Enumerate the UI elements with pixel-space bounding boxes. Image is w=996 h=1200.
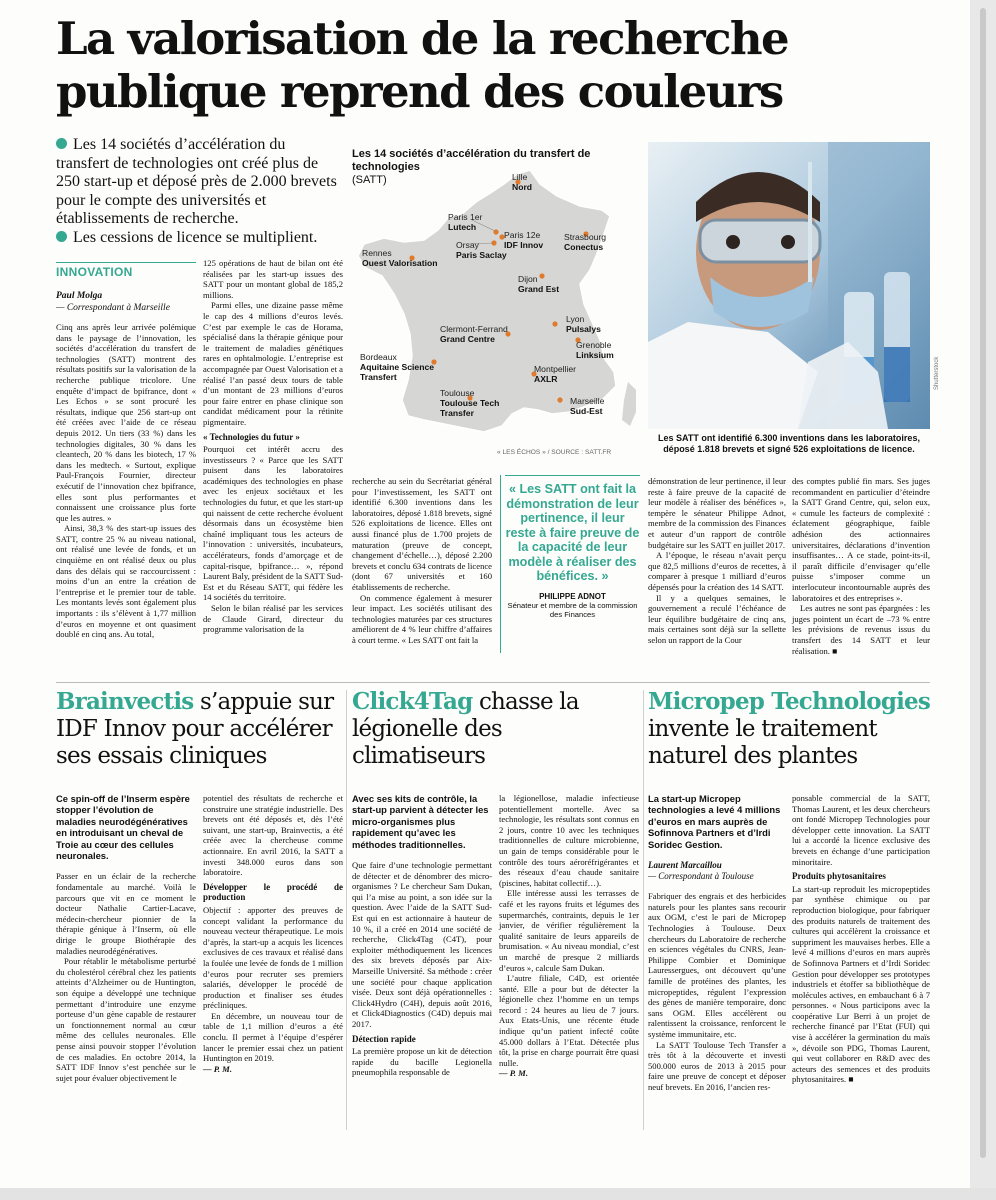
story3-headline (648, 688, 933, 770)
quote-rule (500, 475, 501, 653)
author-location: — Correspondant à Toulouse (648, 870, 754, 881)
map-label-paris1: Paris 1er Lutech (448, 212, 483, 232)
paragraph: potentiel des résultats de recherche et construire une stratégie industrielle. Des brevets ont été déposés et, dès l’été suivant, une start-up, Brainvectis, a été créée avec la chercheuse comme actionnaire. En avril 2016, la SATT a investi 348.000 euros dans son laboratoire. (203, 793, 343, 878)
paragraph: Passer en un éclair de la recherche fondamentale au marché. Voilà le parcours que vit en ce moment le docteur Nathalie Cartier-Lacave, médecin-chercheur pionnier de la thérapie génique à l’Inserm, où elle dirige le groupe Biothérapie des maladies neurodégénératives. (56, 871, 196, 956)
story3-headline-text: invente le traitement naturel des plantes (648, 716, 877, 769)
story3-column-1 (648, 793, 786, 1093)
lab-photo (648, 142, 930, 429)
paragraph: La SATT Toulouse Tech Transfer a très tôt à la découverte et investi 500.000 euros de 2013 à 2015 pour faire une preuve de concept et déposer neuf brevets. En 2016, l’ancien res- (648, 1039, 786, 1092)
story3-brand: Micropep Technologies (648, 688, 931, 715)
pull-quote (505, 475, 640, 619)
satt-map (352, 144, 642, 458)
map-marker-paris1 (493, 229, 498, 234)
story2-brand: Click4Tag (352, 688, 473, 715)
signature: — P. M. (203, 1063, 232, 1074)
article-column-2 (203, 258, 343, 635)
quote-text: « Les SATT ont fait la démonstration de leur pertinence, il leur reste à faire preuve de la capacité de leur modèle à réaliser des bénéfices. » (505, 482, 640, 583)
article-column-1 (56, 322, 196, 640)
story1-intro: Ce spin-off de l’Inserm espère stopper l’évolution de maladies neurodégénératives en introduisant un cheval de Troie au cœur des cellules neuronales. (56, 793, 190, 862)
story2-intro: Avec ses kits de contrôle, la start-up parvient à détecter les micro-organismes plus rapidement qu’avec les méthodes traditionnelles. (352, 793, 489, 850)
scrollbar-thumb[interactable] (980, 8, 986, 1158)
signature: — P. M. (499, 1068, 528, 1079)
article-column-5 (792, 476, 930, 656)
map-label-dijon: Dijon Grand Est (518, 274, 560, 294)
subheading: Développer le procédé de production (203, 881, 343, 903)
story3-column-2 (792, 793, 930, 1085)
map-label-rennes: Rennes Ouest Valorisation (362, 248, 438, 268)
corsica-outline (622, 382, 636, 426)
byline (56, 290, 196, 314)
paragraph: Selon le bilan réalisé par les services de Claude Girard, directeur du programme valorisation de la (203, 603, 343, 635)
map-label-marseille: Marseille Sud-Est (570, 396, 605, 416)
bullet-dot-icon (56, 231, 67, 242)
vertical-scrollbar[interactable] (970, 0, 996, 1200)
paragraph: ponsable commercial de la SATT, Thomas Laurent, et les deux chercheurs ont fondé Micropep Technologies pour développer cette innovation. La SATT lui a accordé la licence exclusive des brevets en échange d’une participation minoritaire. (792, 793, 930, 867)
story3-byline (648, 860, 786, 881)
bottom-bar (0, 1188, 996, 1200)
paragraph: Pour rétablir le métabolisme perturbé du cholestérol cérébral chez les patients atteints d’Alzheimer ou de Huntington, son équipe a développé une technique permettant d’introduire une enzyme porteuse d’un gène capable de restaurer un fonctionnement normal au cœur même des cellules neuronales. Elle pense ainsi pouvoir stopper l’évolution de ces maladies. En octobre 2014, la SATT IDF Innov s’est penchée sur le sujet pour évaluer objectivement le (56, 956, 196, 1083)
paragraph: Que faire d’une technologie permettant de détecter et de dénombrer des micro-organismes ? Le chercheur Sam Dukan, qui l’a mise au point, a son idée sur la question. Avec l’aide de la SATT Sud-Est qui en est actionnaire à hauteur de 10 %, il a créé en 2014 une société de recherche, Click4Tag (C4T), pour exploiter méthodiquement les licences des six brevets déposés par Aix-Marseille Université. Sa méthode : créer une société pour chaque application visée. Deux sont déjà opérationnelles : Click4Hydro (C4H), depuis août 2016, et Click4Diagnostics (C4D) depuis mai 2017. (352, 860, 492, 1029)
column-separator (643, 690, 644, 1130)
article-column-3 (352, 476, 492, 646)
paragraph: La première propose un kit de détection rapide du bacille Legionella pneumophila responsable de (352, 1046, 492, 1078)
summary-bullets (56, 136, 341, 247)
page-title: La valorisation de la recherche publique reprend des couleurs (56, 12, 789, 118)
bullet-dot-icon (56, 138, 67, 149)
article-column-4 (648, 476, 786, 646)
paragraph: recherche au sein du Secrétariat général pour l’investissement, les SATT ont identifié 6.300 inventions dans les laboratoires, déposé 1.818 brevets, signé 526 exploitations de licence. Elles ont aussi financé plus de 1.700 projets de maturation (preuve de concept, changement d’échelle…), déposé 2.200 brevets et conclu 634 contrats de licence (dont 67 universités et 160 établissements de recherche. (352, 476, 492, 592)
author-name: Laurent Marcaillou (648, 860, 722, 871)
map-marker-marseille (557, 397, 562, 402)
paragraph: Cinq ans après leur arrivée polémique dans le paysage de l’innovation, les sociétés d’accélération du transfert de technologies (SATT) montrent des résultats positifs sur la valorisation de la recherche publique tricolore. Une enquête d’impact de bpifrance, dont « Les Echos » se sont procuré les résultats, indique que 256 start-up ont été créées avec l’aide de ce réseau depuis 2012. Un tiers (33 %) dans les technologies digitales, 30 % dans les cleantech, 20 % dans les biotech, 17 % dans les medtech. « Surtout, explique Paul-François Fournier, directeur exécutif de l’innovation chez bpifrance, elles sont plus performantes et connaissent une croissance plus forte que les autres. » (56, 322, 196, 523)
paragraph: Parmi elles, une dizaine passe même le cap des 4 millions d’euros levés. C’est par exemple le cas de Horama, spécialisé dans la thérapie génique pour le traitement de maladies génétiques rares en ophtalmologie. L’entreprise est accompagnée par Ouest Valorisation et a réalisé l’an passé deux tours de table d’un montant de 23 millions d’euros pour faire entrer en phase clinique son candidat médicament pour la rétinite pigmentaire. (203, 300, 343, 427)
paragraph: Elle intéresse aussi les terrasses de café et les rayons fruits et légumes des supermarchés, contraints, depuis le 1er janvier, de vérifier régulièrement la qualité sanitaire de leurs appareils de brumisation. « Au niveau mondial, c’est un marché de presque 2 milliards d’euros », calcule Sam Dukan. (499, 888, 639, 973)
paragraph: La start-up reproduit les micropeptides par synthèse chimique ou par reproduction biologique, pour fabriquer des produits naturels de traitement des cultures qui accélèrent la croissance et suppriment les mauvaises herbes. Elle a levé 4 millions d’euros en mars auprès de Sofinnova Partners et d’Irdi Soridec Gestion pour développer ses prototypes industriels et étoffer sa bibliothèque de molécules actives, en embauchant 6 à 7 personnes. « Nous participons avec la coopérative Lur Berri à un projet de recherche financé par l’Etat (FUI) qui vise à accélérer la germination du maïs », dévoile son PDG, Thomas Laurent, qui veut collaborer en R&D avec des acteurs des semences et des produits phytosanitaires. ■ (792, 883, 930, 1085)
paragraph: Fabriquer des engrais et des herbicides naturels pour les plantes sans recourir aux OGM, c’est le pari de Micropep Technologies à Toulouse. Deux chercheurs du Laboratoire de recherche en sciences végétales du CNRS, Jean-Philippe Combier et Dominique Lauressergues, ont découvert qu’une famille de protéines des plantes, les micropeptides, régulent l’expression des gènes de manière temporaire, donc sans OGM. Elles accélèrent ou ralentissent la croissance, renforcent le système immunitaire, etc. (648, 891, 786, 1039)
map-title: Les 14 sociétés d’accélération du transfert de technologies (SATT) (352, 148, 591, 186)
section-rubric: INNOVATION (56, 262, 196, 279)
map-marker-lyon (552, 321, 557, 326)
photo-credit: Shutterstock (934, 356, 940, 390)
paragraph: Objectif : apporter des preuves de concept validant la performance du nouveau vecteur thérapeutique. Le mois d’après, la start-up a acquis les licences exclusives de ces travaux et réalisé dans la foulée une levée de fonds de 1 million d’euros pour recruter ses premiers salariés, développer le procédé de production et finaliser ses études précliniques. (203, 904, 343, 1011)
section-divider (56, 682, 930, 683)
map-label-lyon: Lyon Pulsalys (566, 314, 601, 334)
author-location: — Correspondant à Marseille (56, 303, 170, 313)
story1-headline (56, 688, 341, 770)
story1-column-2 (203, 793, 343, 1074)
subheading: « Technologies du futur » (203, 431, 300, 442)
story2-headline-text: chasse la légionelle des climatiseurs (352, 689, 579, 769)
paragraph: Les autres ne sont pas épargnées : les juges pointent un écart de –73 % entre les prévisions de revenus issus du transfert des 14 SATT et leur réalisation. ■ (792, 603, 930, 656)
paragraph: L’autre filiale, C4D, est orientée santé. Elle a pour but de détecter la légionelle chez l’homme en un temps record : 24 heures au lieu de 7 jours. Aux Etats-Unis, une récente étude indique qu’un patient infecté coûte 45.000 dollars à l’Etat. Détectée plus tôt, la prise en charge pourrait être quasi nulle. (499, 973, 639, 1068)
photo-caption: Les SATT ont identifié 6.300 inventions dans les laboratoires, déposé 1.818 brevets et signé 526 exploitations de licence. (658, 433, 920, 454)
map-label-toulouse: Toulouse Toulouse Tech Transfer (440, 388, 500, 418)
map-label-strasbourg: Strasbourg Conectus (564, 232, 607, 252)
paragraph: des comptes publié fin mars. Ses juges recommandent en particulier d’éteindre la SATT Grand Centre, qui, selon eux, « cumule les facteurs de complexité : éclatement géographique, faible adhésion des actionnaires universitaires, déclarations d’invention insuffisantes… A ce stade, point-its-il, il paraît difficile d’envisager qu’elle puisse s’imposer comme un interlocuteur incontournable auprès des laboratoires et des entreprises ». (792, 476, 930, 603)
scientist-illustration (648, 142, 930, 429)
subheading: Produits phytosanitaires (792, 871, 886, 882)
story1-headline-text: s’appuie sur IDF Innov pour accélérer ses essais cliniques (56, 689, 334, 769)
paragraph: la légionellose, maladie infectieuse potentiellement mortelle. Avec sa technologie, les résultats sont connus en 2 jours, contre 10 avec les techniques traditionnelles de culture microbienne, un gain de temps considérable pour le contrôle des tours aéroréfrigérantes et des réseaux d’eau chaude sanitaire (piscines, habitat collectif…). (499, 793, 639, 888)
story2-headline (352, 688, 637, 770)
paragraph: Pourquoi cet intérêt accru des investisseurs ? « Parce que les SATT puisent dans les laboratoires académiques des technologies en phase avec les enjeux sociétaux et les technologies du futur, et que les start-up qui naissent de cette recherche évoluent désormais dans un écosystème bien chaîné impliquant tous les acteurs de l’innovation : universités, incubateurs, accélérateurs, fonds d’amorçage et de capital-risque, bpifrance… », répond Laurent Baly, président de la SATT Sud-Est et du Réseau SATT, qui fédère les 14 sociétés du territoire. (203, 444, 343, 603)
paragraph: A l’époque, le réseau n’avait perçu que 82,5 millions d’euros de recettes, à comparer à presque 1 milliard d’euros dépensés pour la création des 14 SATT. (648, 550, 786, 592)
map-label-lille: Lille Nord (512, 172, 533, 192)
author-name: Paul Molga (56, 291, 103, 301)
map-label-montpellier: Montpellier AXLR (534, 364, 577, 384)
map-label-orsay: Orsay Paris Saclay (456, 240, 507, 260)
paragraph: Ainsi, 38,3 % des start-up issues des SATT, contre 25 % au niveau national, ont réalisé une levée de fonds, et un cinquième en ont réalisé deux ou plus dans des délais qui se raccourcissent : moins d’un an entre la création de l’entreprise et le premier tour de table. Les montants levés sont également plus importants : ils s’élèvent à 1,77 million d’euros en moyenne et ont quasiment doublé en cinq ans. Au total, (56, 523, 196, 640)
paragraph: Il y a quelques semaines, le gouvernement a reculé l’échéance de leur équilibre budgétaire de cinq ans, mais certaines sont déjà sur la sellette selon un rapport de la Cour (648, 592, 786, 645)
map-label-clermont: Clermont-Ferrand Grand Centre (440, 324, 508, 344)
paragraph: démonstration de leur pertinence, il leur reste à faire preuve de la capacité de leur modèle à réaliser des bénéfices », tempère le sénateur Philippe Adnot, membre de la commission des Finances et auteur d’un rapport de contrôle budgétaire sur les SATT en juillet 2017. (648, 476, 786, 550)
story1-brand: Brainvectis (56, 688, 194, 715)
story1-column-1 (56, 793, 196, 1083)
paragraph: 125 opérations de haut de bilan ont été réalisées par les start-up issues des SATT pour un montant global de 185,2 millions. (203, 258, 343, 300)
map-source: « LES ÉCHOS » / SOURCE : SATT.FR (497, 449, 612, 456)
story3-intro: La start-up Micropep technologies a levé 4 millions d’euros en mars auprès de Sofinnova Partners et d’Irdi Soridec Gestion. (648, 793, 781, 850)
paragraph: On commence également à mesurer leur impact. Les sociétés utilisant des technologies maturées par ces structures améliorent de 4 % leur chiffre d’affaires à court terme. « Les SATT ont fait la (352, 592, 492, 645)
quote-author: PHILIPPE ADNOT (539, 591, 606, 601)
quote-author-role: Sénateur et membre de la commission des Finances (507, 600, 638, 619)
column-separator (346, 690, 347, 1130)
paragraph: En décembre, un nouveau tour de table de 1,1 million d’euros a été conclu. Il permet à l’équipe d’espérer lancer le premier essai chez un patient Huntington en 2019. (203, 1010, 343, 1064)
map-label-paris12: Paris 12e IDF Innov (504, 230, 544, 250)
subheading: Détection rapide (352, 1033, 416, 1044)
map-label-bordeaux: Bordeaux Aquitaine Science Transfert (360, 352, 435, 382)
map-label-grenoble: Grenoble Linksium (576, 340, 614, 360)
story2-column-1 (352, 793, 492, 1078)
summary-bullet: Les 14 sociétés d’accélération du transfert de technologies ont créé plus de 250 start-up et déposé près de 2.000 brevets pour le compte des universités et établissements de recherche. (56, 136, 337, 227)
summary-bullet: Les cessions de licence se multiplient. (56, 229, 341, 248)
story2-column-2 (499, 793, 639, 1079)
